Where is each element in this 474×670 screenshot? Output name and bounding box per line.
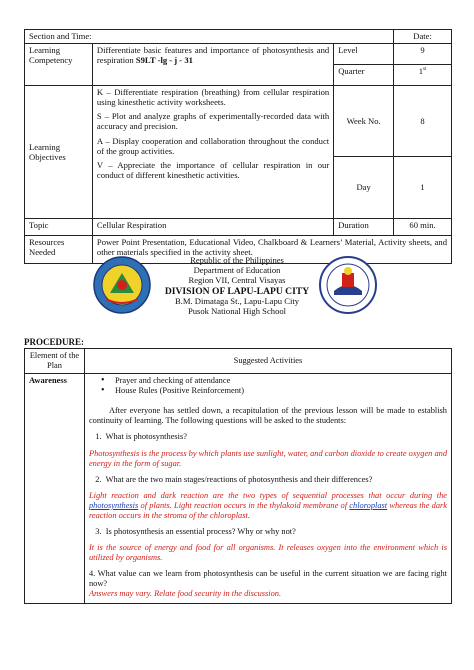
- procedure-title: PROCEDURE:: [24, 337, 84, 347]
- date-cell: [394, 30, 452, 44]
- list-item: • Prayer and checking of attendance: [89, 376, 447, 386]
- photosynthesis-link[interactable]: photosynthesis: [88, 500, 139, 510]
- competency-text: Differentiate basic features and importance of photosynthesis and respiration: [96, 45, 330, 66]
- topic-value-cell: [92, 219, 333, 236]
- objectives-cell: [92, 86, 333, 219]
- objective-v: V – Appreciate the importance of cellular respiration in our conduct of different kinesthetic activities.: [96, 159, 330, 180]
- objective-a: A – Display cooperation and collaboration throughout the conduct of the group activities.: [96, 135, 330, 156]
- awareness-cell: [25, 374, 85, 604]
- header-division: DIVISION OF LAPU-LAPU CITY: [164, 285, 310, 297]
- question-1-text: What is photosynthesis?: [105, 432, 187, 442]
- level-label: Level: [338, 45, 358, 55]
- awareness-activities-cell: [84, 374, 451, 604]
- quarter-value-cell: [394, 65, 452, 86]
- duration-label-cell: [334, 219, 394, 236]
- chloroplast-link[interactable]: chloroplast: [349, 500, 388, 510]
- answer-4: Answers may vary. Relate food security in the discussion.: [88, 589, 282, 599]
- objectives-label-cell: [25, 86, 93, 219]
- day-label: Day: [356, 182, 371, 193]
- competency-code: S9LT -lg - j - 31: [135, 55, 193, 66]
- quarter-label-cell: [334, 65, 394, 86]
- header-department: Department of Education: [193, 264, 281, 275]
- day-value-cell: [394, 157, 452, 219]
- procedure-table: [24, 348, 452, 604]
- resources-label: Resources Needed: [29, 237, 65, 258]
- question-1: 1. What is photosynthesis?: [88, 432, 187, 442]
- answer-1: Photosynthesis is the process by which plants use sunlight, water, and carbon dioxide to create oxygen and energy in the form of sugar.: [88, 448, 448, 468]
- question-2: 2. What are the two main stages/reactions of photosynthesis and their differences?: [88, 474, 373, 484]
- header-republic: Republic of the Philippines: [190, 255, 284, 265]
- day-label-cell: [334, 157, 394, 219]
- objective-k: K – Differentiate respiration (breathing) from cellular respiration using kinesthetic activity worksheets.: [96, 87, 330, 108]
- date-label: Date:: [413, 31, 432, 41]
- header-school: Pusok National High School: [187, 306, 287, 316]
- answer-3: It is the source of energy and food for all organisms. It releases oxygen into the environment which is utilized by organisms.: [88, 543, 447, 563]
- competency-text-cell: [92, 44, 333, 86]
- week-label-cell: [334, 86, 394, 157]
- quarter-label: Quarter: [338, 66, 365, 76]
- competency-label-cell: [25, 44, 93, 86]
- question-3-text: Is photosynthesis an essential process? Why or why not?: [105, 527, 296, 537]
- recap-intro: After everyone has settled down, a recapitulation of the previous lesson will be made to establish continuity of learning. The following questions will be asked to the students:: [88, 406, 447, 426]
- topic-value: Cellular Respiration: [96, 220, 167, 230]
- level-value: 9: [420, 45, 425, 55]
- week-value-cell: [394, 86, 452, 157]
- awareness-label: Awareness: [29, 376, 67, 386]
- answer-2-part3: whereas the dark reaction occurs in the stroma of the chloroplast.: [88, 500, 448, 520]
- week-label: Week No.: [346, 115, 381, 126]
- duration-value: 60 min.: [409, 220, 436, 230]
- school-header: [0, 253, 474, 333]
- answer-2-part1: Light reaction and dark reaction are the two types of sequential processes that occur during the: [88, 490, 447, 500]
- lesson-info-table: [24, 29, 452, 264]
- topic-label-cell: [25, 219, 93, 236]
- quarter-suffix: st: [423, 67, 427, 73]
- level-value-cell: [394, 44, 452, 65]
- answer-2: [89, 491, 447, 521]
- question-2-text: What are the two main stages/reactions of photosynthesis and their differences?: [105, 474, 373, 484]
- list-item: • House Rules (Positive Reinforcement): [89, 386, 447, 396]
- opening-list: [89, 376, 447, 396]
- objective-s: S – Plot and analyze graphs of experimentally-recorded data with accuracy and precision.: [96, 111, 330, 132]
- header-region: Region VII, Central Visayas: [188, 274, 286, 285]
- section-time-label: Section and Time:: [29, 31, 92, 41]
- level-label-cell: [334, 44, 394, 65]
- question-4: 4. What value can we learn from photosynthesis can be useful in the current situation we are facing right now?: [88, 569, 447, 589]
- header-address: B.M. Dimataga St., Lapu-Lapu City: [174, 296, 300, 307]
- week-value: 8: [420, 115, 425, 126]
- topic-label: Topic: [29, 220, 49, 230]
- duration-label: Duration: [338, 220, 369, 230]
- deped-seal-icon: [318, 255, 378, 315]
- element-header: Element of the Plan: [29, 351, 80, 371]
- answer-2-part2: of plants. Light reaction occurs in the thylakoid membrane of: [140, 500, 348, 510]
- header-text: [140, 256, 334, 317]
- day-value: 1: [420, 182, 425, 193]
- element-header-cell: [25, 349, 85, 374]
- question-3: 3. Is photosynthesis an essential process? Why or why not?: [88, 527, 296, 537]
- quarter-value: 1: [418, 66, 424, 76]
- activities-header: Suggested Activities: [233, 356, 303, 366]
- objectives-label: Learning Objectives: [29, 141, 66, 162]
- section-time-cell: [25, 30, 394, 44]
- resources-value: Power Point Presentation, Educational Video, Chalkboard & Learners’ Material, Activity sheets, and other materials specified in the activity sheet.: [96, 237, 447, 258]
- activities-header-cell: [84, 349, 451, 374]
- competency-label: Learning Competency: [29, 45, 73, 66]
- duration-value-cell: [394, 219, 452, 236]
